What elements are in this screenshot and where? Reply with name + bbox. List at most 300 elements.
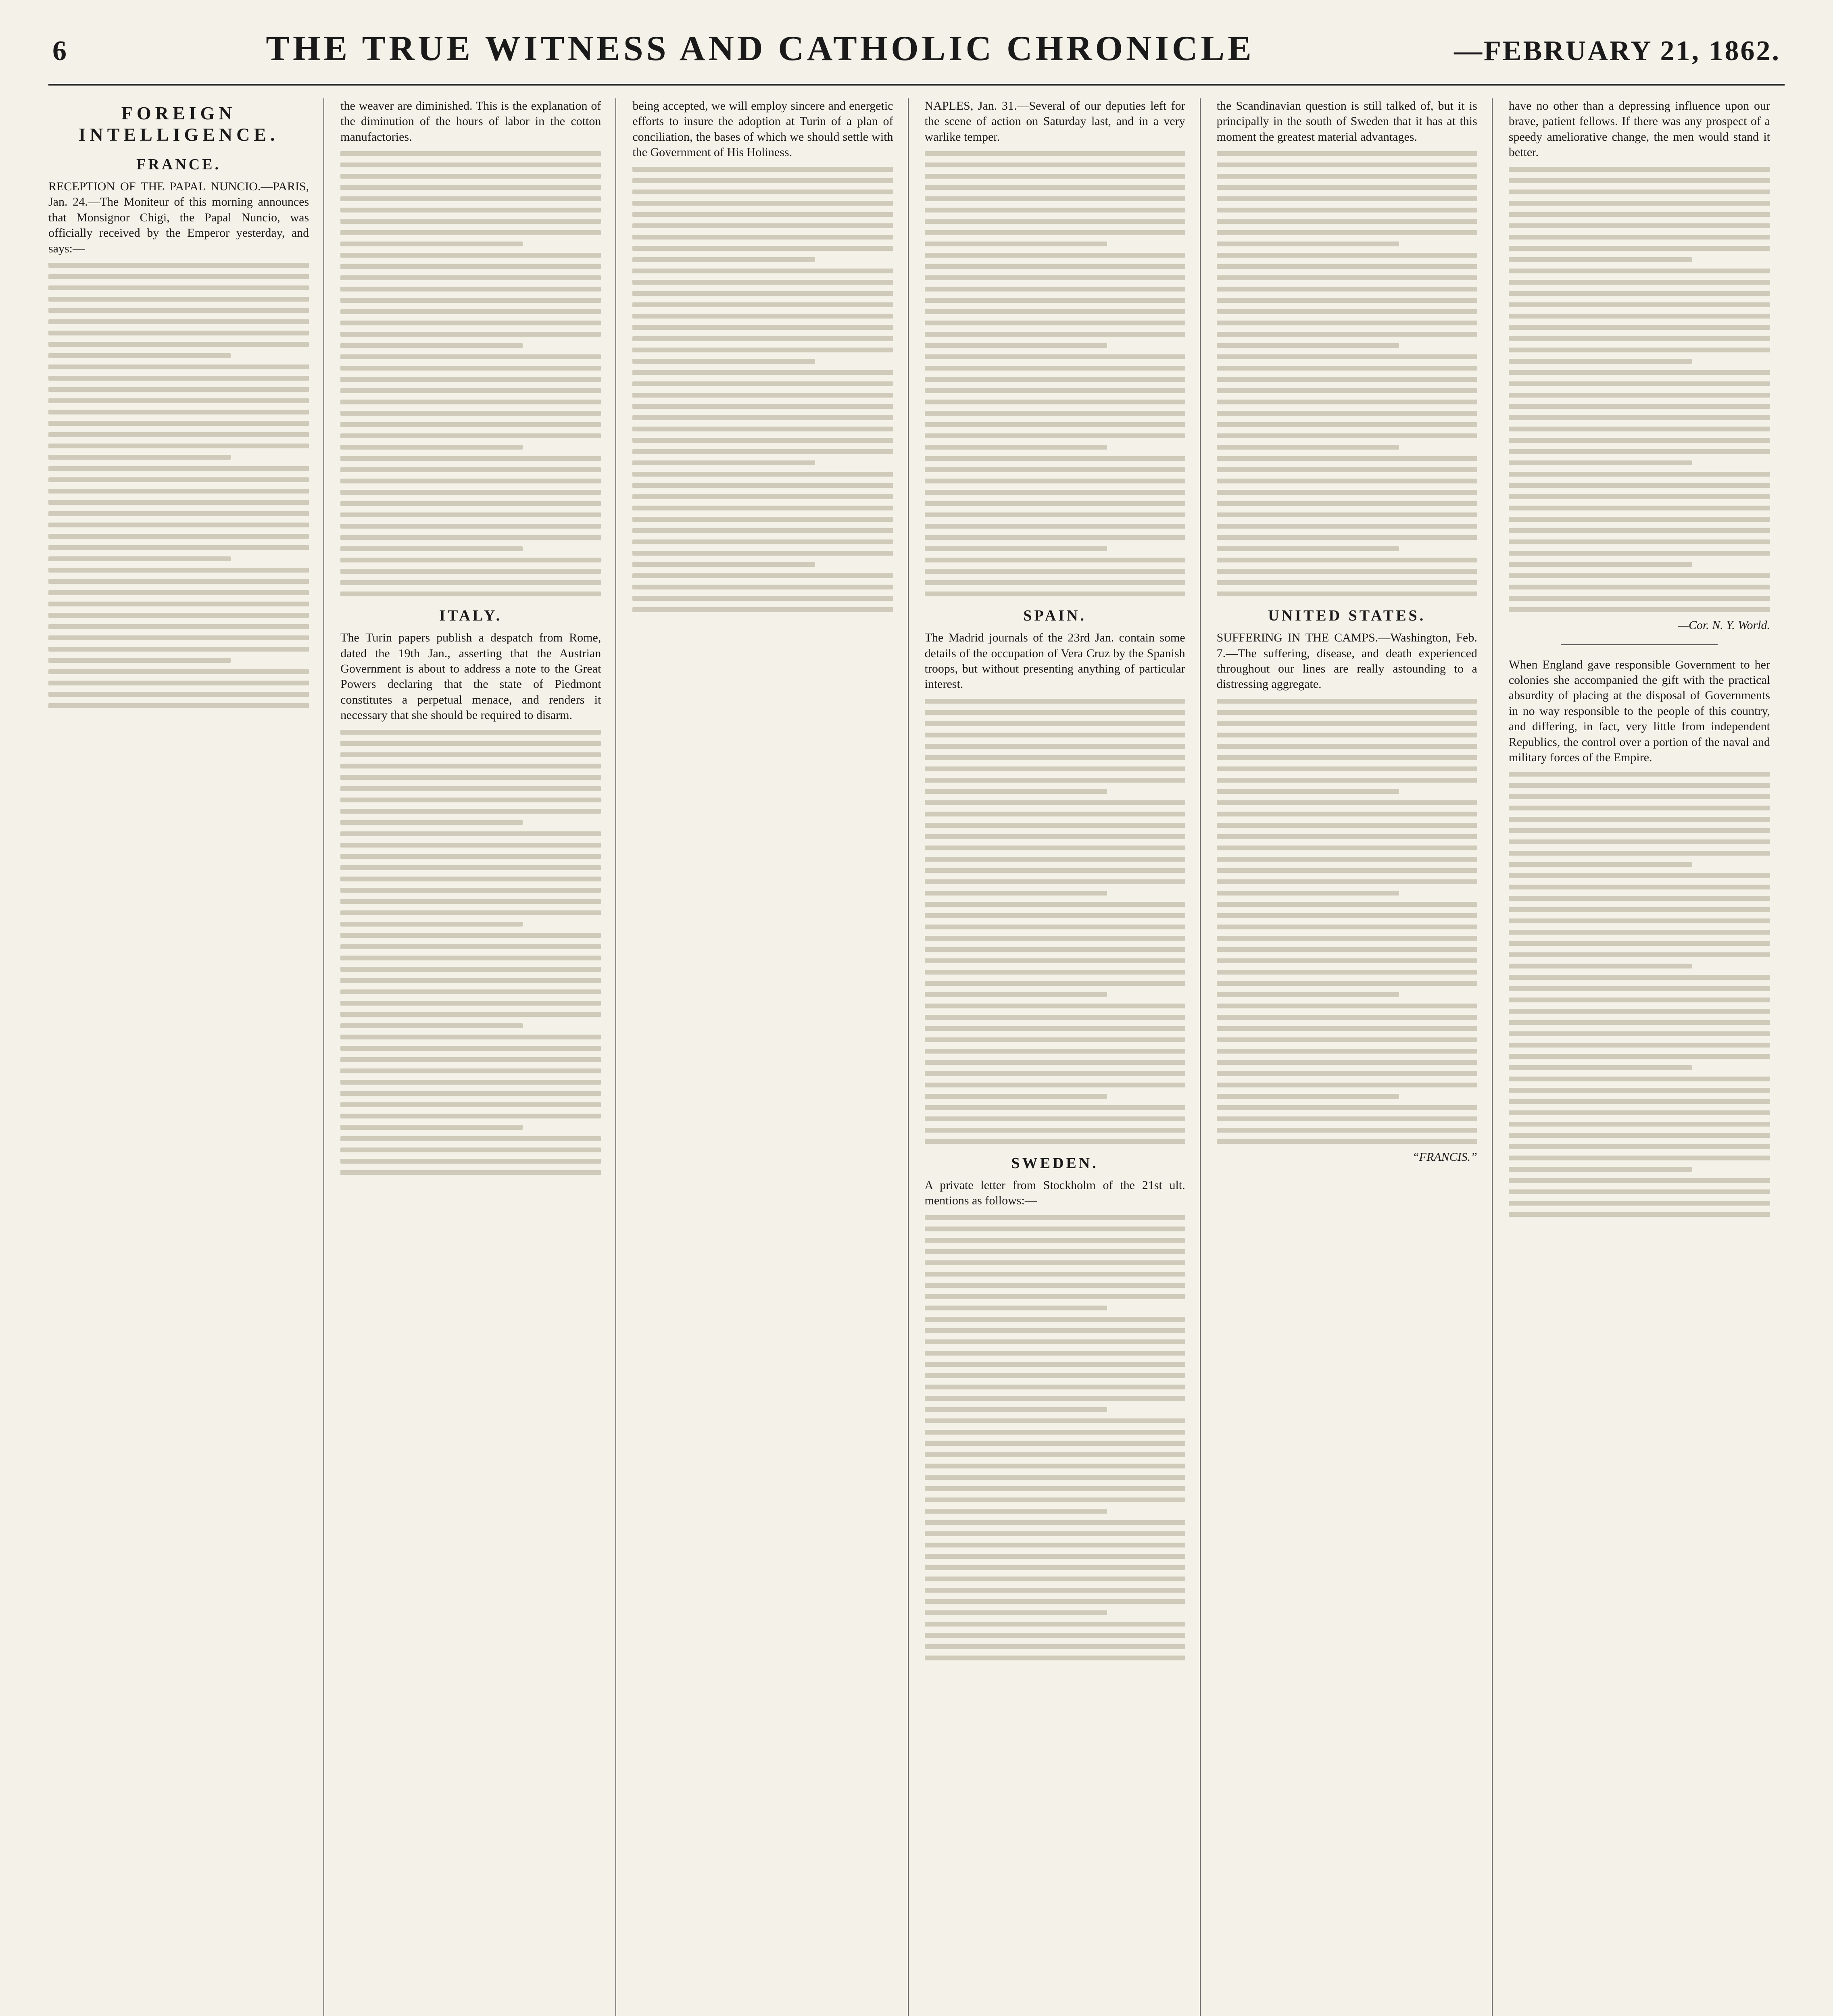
- text-line-placeholder: [632, 257, 815, 262]
- text-line-placeholder: [48, 477, 309, 482]
- text-line-placeholder: [632, 427, 893, 431]
- text-line-placeholder: [1217, 242, 1399, 246]
- text-line-placeholder: [1217, 411, 1477, 416]
- text-line-placeholder: [48, 308, 309, 313]
- text-line-placeholder: [632, 528, 893, 533]
- text-line-placeholder: [925, 857, 1185, 862]
- text-line-placeholder: [340, 922, 523, 927]
- column-6: [1509, 98, 1785, 2016]
- text-line-placeholder: [925, 196, 1185, 201]
- text-line-placeholder: [1509, 359, 1692, 364]
- text-line-placeholder: [340, 989, 601, 994]
- text-line-placeholder: [925, 1328, 1185, 1333]
- text-line-placeholder: [925, 1049, 1185, 1054]
- text-line-placeholder: [632, 336, 893, 341]
- text-line-placeholder: [925, 388, 1185, 393]
- text-line-placeholder: [48, 364, 309, 369]
- column-5: [1217, 98, 1493, 2016]
- text-line-placeholder: [1509, 178, 1770, 183]
- text-line-placeholder: [632, 223, 893, 228]
- article-opening: NAPLES, Jan. 31.—Several of our deputies left for the scene of action on Saturday last, and in a very warlike temper.: [924, 99, 1185, 144]
- text-line-placeholder: [48, 274, 309, 279]
- text-line-placeholder: [1217, 512, 1477, 517]
- text-line-placeholder: [48, 635, 309, 640]
- text-line-placeholder: [1509, 1133, 1770, 1138]
- text-line-placeholder: [1509, 1156, 1770, 1160]
- unreadable-text-block: [925, 1215, 1185, 1660]
- text-line-placeholder: [632, 235, 893, 240]
- text-line-placeholder: [1509, 291, 1770, 296]
- text-line-placeholder: [340, 910, 601, 915]
- text-line-placeholder: [925, 1139, 1185, 1144]
- text-line-placeholder: [1509, 381, 1770, 386]
- text-line-placeholder: [340, 1148, 601, 1152]
- text-line-placeholder: [340, 1023, 523, 1028]
- text-line-placeholder: [340, 1136, 601, 1141]
- text-line-placeholder: [925, 1407, 1107, 1412]
- text-line-placeholder: [340, 535, 601, 540]
- text-line-placeholder: [925, 151, 1185, 156]
- text-line-placeholder: [925, 264, 1185, 269]
- text-line-placeholder: [340, 1091, 601, 1096]
- text-line-placeholder: [1509, 1031, 1770, 1036]
- text-line-placeholder: [925, 456, 1185, 461]
- text-line-placeholder: [340, 764, 601, 768]
- text-line-placeholder: [925, 1283, 1185, 1288]
- text-line-placeholder: [1509, 314, 1770, 319]
- text-line-placeholder: [48, 331, 309, 335]
- text-line-placeholder: [925, 812, 1185, 816]
- text-line-placeholder: [1509, 952, 1770, 957]
- text-line-placeholder: [1217, 377, 1477, 382]
- text-line-placeholder: [1217, 490, 1477, 495]
- text-line-placeholder: [925, 710, 1185, 715]
- text-line-placeholder: [340, 151, 601, 156]
- text-line-placeholder: [925, 902, 1185, 907]
- text-line-placeholder: [1217, 219, 1477, 224]
- text-line-placeholder: [340, 162, 601, 167]
- text-line-placeholder: [340, 411, 601, 416]
- text-line-placeholder: [340, 275, 601, 280]
- text-line-placeholder: [48, 297, 309, 302]
- unreadable-text-block: [925, 699, 1185, 1144]
- text-line-placeholder: [1509, 806, 1770, 810]
- text-line-placeholder: [1217, 433, 1477, 438]
- text-line-placeholder: [340, 388, 601, 393]
- text-line-placeholder: [48, 523, 309, 527]
- text-line-placeholder: [925, 1475, 1185, 1480]
- text-line-placeholder: [925, 298, 1185, 303]
- text-line-placeholder: [925, 1351, 1185, 1356]
- text-line-placeholder: [340, 1068, 601, 1073]
- text-line-placeholder: [1509, 415, 1770, 420]
- text-line-placeholder: [1217, 925, 1477, 929]
- text-line-placeholder: [48, 579, 309, 584]
- text-line-placeholder: [340, 321, 601, 325]
- text-line-placeholder: [340, 877, 601, 881]
- text-line-placeholder: [340, 400, 601, 404]
- text-line-placeholder: [632, 460, 815, 465]
- text-line-placeholder: [1509, 1201, 1770, 1206]
- text-line-placeholder: [1217, 1083, 1477, 1087]
- text-line-placeholder: [340, 298, 601, 303]
- text-line-placeholder: [1217, 400, 1477, 404]
- text-line-placeholder: [48, 703, 309, 708]
- text-line-placeholder: [925, 823, 1185, 828]
- text-line-placeholder: [1509, 1020, 1770, 1025]
- text-line-placeholder: [1509, 528, 1770, 533]
- text-line-placeholder: [632, 348, 893, 352]
- text-line-placeholder: [925, 321, 1185, 325]
- article-attribution: —Cor. N. Y. World.: [1678, 618, 1770, 632]
- text-line-placeholder: [925, 1396, 1185, 1401]
- text-line-placeholder: [340, 580, 601, 585]
- subsection-heading-sweden: SWEDEN.: [1011, 1154, 1099, 1172]
- text-line-placeholder: [1509, 1122, 1770, 1127]
- text-line-placeholder: [1509, 1043, 1770, 1048]
- text-line-placeholder: [925, 936, 1185, 941]
- text-line-placeholder: [1217, 981, 1477, 986]
- text-line-placeholder: [1509, 257, 1692, 262]
- text-line-placeholder: [1509, 393, 1770, 398]
- masthead: [48, 24, 1785, 86]
- article-opening: The Turin papers publish a despatch from Rome, dated the 19th Jan., asserting that the Austrian Government is about to address a note to the Great Powers declaring that the state of Piedmont constitutes a perpetual menace, and renders it necessary that she should be required to disarm.: [340, 631, 601, 722]
- text-line-placeholder: [925, 400, 1185, 404]
- text-line-placeholder: [632, 483, 893, 488]
- text-line-placeholder: [1217, 789, 1399, 794]
- text-line-placeholder: [632, 438, 893, 443]
- text-line-placeholder: [1509, 460, 1692, 465]
- text-line-placeholder: [925, 744, 1185, 749]
- text-line-placeholder: [925, 1622, 1185, 1627]
- text-line-placeholder: [1217, 445, 1399, 450]
- text-line-placeholder: [925, 1373, 1185, 1378]
- section-heading: FOREIGN INTELLIGENCE.: [78, 103, 279, 145]
- article-opening: A private letter from Stockholm of the 21st ult. mentions as follows:—: [924, 1178, 1185, 1208]
- text-line-placeholder: [1509, 1178, 1770, 1183]
- text-line-placeholder: [925, 591, 1185, 596]
- text-line-placeholder: [632, 449, 893, 454]
- text-line-placeholder: [1509, 1144, 1770, 1149]
- text-line-placeholder: [1509, 1077, 1770, 1081]
- text-line-placeholder: [1217, 800, 1477, 805]
- text-line-placeholder: [340, 1057, 601, 1062]
- text-line-placeholder: [925, 1543, 1185, 1547]
- text-line-placeholder: [1217, 766, 1477, 771]
- text-line-placeholder: [340, 366, 601, 371]
- text-line-placeholder: [340, 854, 601, 859]
- text-line-placeholder: [340, 253, 601, 258]
- text-line-placeholder: [1217, 196, 1477, 201]
- text-line-placeholder: [632, 280, 893, 285]
- text-line-placeholder: [925, 377, 1185, 382]
- text-line-placeholder: [925, 789, 1107, 794]
- text-line-placeholder: [48, 489, 309, 494]
- text-line-placeholder: [48, 545, 309, 550]
- text-line-placeholder: [1509, 517, 1770, 522]
- text-line-placeholder: [340, 831, 601, 836]
- text-line-placeholder: [1217, 456, 1477, 461]
- text-line-placeholder: [340, 343, 523, 348]
- text-line-placeholder: [1509, 596, 1770, 601]
- text-line-placeholder: [48, 398, 309, 403]
- text-line-placeholder: [340, 433, 601, 438]
- text-line-placeholder: [632, 359, 815, 364]
- text-line-placeholder: [925, 479, 1185, 483]
- text-line-placeholder: [925, 354, 1185, 359]
- text-line-placeholder: [48, 681, 309, 685]
- text-line-placeholder: [1509, 348, 1770, 352]
- text-line-placeholder: [925, 174, 1185, 179]
- text-line-placeholder: [340, 185, 601, 190]
- text-line-placeholder: [925, 501, 1185, 506]
- text-line-placeholder: [925, 219, 1185, 224]
- text-line-placeholder: [1217, 710, 1477, 715]
- text-line-placeholder: [1509, 986, 1770, 991]
- unreadable-text-block: [632, 167, 893, 612]
- text-line-placeholder: [1509, 998, 1770, 1002]
- unreadable-text-block: [925, 151, 1185, 596]
- text-line-placeholder: [925, 287, 1185, 292]
- text-line-placeholder: [340, 354, 601, 359]
- text-line-placeholder: [1509, 607, 1770, 612]
- text-line-placeholder: [925, 512, 1185, 517]
- text-line-placeholder: [925, 1385, 1185, 1389]
- text-line-placeholder: [925, 445, 1107, 450]
- text-line-placeholder: [632, 370, 893, 375]
- article-opening: When England gave responsible Government to her colonies she accompanied the gift with the practical absurdity of placing at the disposal of Governments in no way responsible to the people of this country, and differing, in fact, very little from independent Republics, the control over a portion of the naval and military forces of the Empire.: [1508, 658, 1770, 764]
- text-line-placeholder: [1217, 1060, 1477, 1065]
- text-line-placeholder: [1217, 591, 1477, 596]
- text-line-placeholder: [632, 573, 893, 578]
- text-line-placeholder: [48, 658, 231, 663]
- text-line-placeholder: [1509, 190, 1770, 194]
- text-line-placeholder: [1217, 253, 1477, 258]
- text-line-placeholder: [632, 517, 893, 522]
- article-opening: the Scandinavian question is still talked of, but it is principally in the south of Sweden that it has at this moment the greatest material advantages.: [1216, 99, 1477, 144]
- text-line-placeholder: [632, 393, 893, 398]
- text-line-placeholder: [1217, 264, 1477, 269]
- text-line-placeholder: [925, 1227, 1185, 1231]
- text-line-placeholder: [340, 956, 601, 960]
- text-line-placeholder: [925, 879, 1185, 884]
- text-line-placeholder: [48, 602, 309, 606]
- text-line-placeholder: [340, 1102, 601, 1107]
- text-line-placeholder: [925, 366, 1185, 371]
- text-line-placeholder: [1217, 366, 1477, 371]
- text-line-placeholder: [1509, 370, 1770, 375]
- text-line-placeholder: [48, 353, 231, 358]
- text-line-placeholder: [925, 755, 1185, 760]
- text-line-placeholder: [1217, 321, 1477, 325]
- text-line-placeholder: [340, 230, 601, 235]
- text-line-placeholder: [48, 613, 309, 618]
- unreadable-text-block: [340, 730, 601, 1175]
- text-line-placeholder: [1217, 1116, 1477, 1121]
- text-line-placeholder: [925, 800, 1185, 805]
- text-line-placeholder: [1509, 817, 1770, 822]
- article-opening: being accepted, we will employ sincere and energetic efforts to insure the adoption at Turin of a plan of conciliation, the bases of which we should settle with the Government of His Holiness.: [632, 99, 893, 159]
- text-line-placeholder: [1509, 212, 1770, 217]
- text-line-placeholder: [925, 1610, 1107, 1615]
- text-line-placeholder: [340, 944, 601, 949]
- text-line-placeholder: [1217, 947, 1477, 952]
- text-line-placeholder: [925, 1565, 1185, 1570]
- text-line-placeholder: [1509, 325, 1770, 330]
- text-line-placeholder: [925, 1633, 1185, 1638]
- text-line-placeholder: [925, 1588, 1185, 1593]
- text-line-placeholder: [632, 325, 893, 330]
- text-line-placeholder: [1217, 778, 1477, 783]
- text-line-placeholder: [1217, 868, 1477, 873]
- text-line-placeholder: [48, 692, 309, 697]
- text-line-placeholder: [1217, 343, 1399, 348]
- text-line-placeholder: [340, 467, 601, 472]
- text-line-placeholder: [48, 455, 231, 460]
- text-line-placeholder: [48, 444, 309, 448]
- text-line-placeholder: [925, 185, 1185, 190]
- text-line-placeholder: [1217, 501, 1477, 506]
- text-line-placeholder: [1217, 174, 1477, 179]
- text-line-placeholder: [1217, 812, 1477, 816]
- text-line-placeholder: [1217, 230, 1477, 235]
- text-line-placeholder: [340, 888, 601, 893]
- subsection-heading-italy: ITALY.: [439, 607, 503, 625]
- text-line-placeholder: [1217, 721, 1477, 726]
- text-line-placeholder: [340, 445, 523, 450]
- text-line-placeholder: [1509, 941, 1770, 946]
- text-line-placeholder: [340, 558, 601, 562]
- text-line-placeholder: [925, 1083, 1185, 1087]
- text-line-placeholder: [632, 201, 893, 206]
- text-line-placeholder: [48, 342, 309, 347]
- text-line-placeholder: [925, 253, 1185, 258]
- text-line-placeholder: [1509, 828, 1770, 833]
- column-2: [340, 98, 616, 2016]
- text-line-placeholder: [925, 1644, 1185, 1649]
- text-line-placeholder: [1217, 936, 1477, 941]
- text-line-placeholder: [632, 167, 893, 172]
- text-line-placeholder: [1217, 1128, 1477, 1133]
- article-opening: SUFFERING IN THE CAMPS.—Washington, Feb. 7.—The suffering, disease, and death experienced throughout our lines are really astounding to a distressing aggregate.: [1216, 631, 1477, 691]
- text-line-placeholder: [925, 1249, 1185, 1254]
- column-4: [925, 98, 1201, 2016]
- text-line-placeholder: [925, 868, 1185, 873]
- text-line-placeholder: [1509, 1054, 1770, 1059]
- text-line-placeholder: [1217, 902, 1477, 907]
- text-line-placeholder: [48, 387, 309, 392]
- text-line-placeholder: [340, 242, 523, 246]
- text-line-placeholder: [1217, 332, 1477, 337]
- text-line-placeholder: [1217, 1071, 1477, 1076]
- text-line-placeholder: [340, 219, 601, 224]
- text-line-placeholder: [925, 1656, 1185, 1660]
- text-line-placeholder: [340, 933, 601, 938]
- text-line-placeholder: [925, 1464, 1185, 1468]
- text-line-placeholder: [1217, 535, 1477, 540]
- text-line-placeholder: [925, 546, 1107, 551]
- newspaper-title: THE TRUE WITNESS AND CATHOLIC CHRONICLE: [266, 29, 1255, 68]
- text-line-placeholder: [925, 846, 1185, 850]
- text-line-placeholder: [48, 432, 309, 437]
- text-line-placeholder: [1217, 388, 1477, 393]
- text-line-placeholder: [1217, 1015, 1477, 1020]
- text-line-placeholder: [925, 580, 1185, 585]
- text-line-placeholder: [48, 568, 309, 573]
- text-line-placeholder: [925, 1452, 1185, 1457]
- text-line-placeholder: [1217, 546, 1399, 551]
- text-line-placeholder: [1217, 580, 1477, 585]
- text-line-placeholder: [925, 1317, 1185, 1322]
- text-line-placeholder: [1509, 404, 1770, 409]
- text-line-placeholder: [632, 302, 893, 307]
- text-line-placeholder: [632, 585, 893, 589]
- text-line-placeholder: [340, 1035, 601, 1039]
- text-line-placeholder: [1509, 551, 1770, 556]
- text-line-placeholder: [925, 490, 1185, 495]
- text-line-placeholder: [340, 456, 601, 461]
- subsection-heading-united-states: UNITED STATES.: [1268, 607, 1426, 625]
- text-line-placeholder: [48, 511, 309, 516]
- text-line-placeholder: [48, 669, 309, 674]
- text-line-placeholder: [1509, 1099, 1770, 1104]
- text-line-placeholder: [632, 212, 893, 217]
- text-line-placeholder: [1217, 879, 1477, 884]
- text-line-placeholder: [1217, 309, 1477, 314]
- text-line-placeholder: [1509, 896, 1770, 901]
- text-line-placeholder: [925, 309, 1185, 314]
- article-opening: The Madrid journals of the 23rd Jan. contain some details of the occupation of Vera Cruz by the Spanish troops, but without presenting anything of particular interest.: [924, 631, 1185, 691]
- text-line-placeholder: [1509, 975, 1770, 980]
- text-line-placeholder: [632, 472, 893, 477]
- text-line-placeholder: [925, 1306, 1107, 1310]
- text-line-placeholder: [925, 721, 1185, 726]
- text-line-placeholder: [632, 415, 893, 420]
- text-line-placeholder: [1509, 539, 1770, 544]
- text-line-placeholder: [925, 981, 1185, 986]
- text-line-placeholder: [340, 1012, 601, 1017]
- text-line-placeholder: [925, 913, 1185, 918]
- text-line-placeholder: [925, 1026, 1185, 1031]
- text-line-placeholder: [925, 1260, 1185, 1265]
- article-opening: RECEPTION OF THE PAPAL NUNCIO.—PARIS, Jan. 24.—The Moniteur of this morning announces that Monsignor Chigi, the Papal Nuncio, was officially received by the Emperor yesterday, and says:—: [48, 180, 309, 255]
- text-line-placeholder: [1217, 558, 1477, 562]
- text-line-placeholder: [925, 992, 1107, 997]
- text-line-placeholder: [1217, 1049, 1477, 1054]
- text-line-placeholder: [48, 319, 309, 324]
- text-line-placeholder: [1509, 851, 1770, 856]
- text-line-placeholder: [1509, 585, 1770, 589]
- text-line-placeholder: [1509, 494, 1770, 499]
- text-line-placeholder: [925, 558, 1185, 562]
- text-line-placeholder: [1217, 275, 1477, 280]
- text-line-placeholder: [925, 343, 1107, 348]
- text-line-placeholder: [925, 1238, 1185, 1243]
- text-line-placeholder: [925, 411, 1185, 416]
- text-line-placeholder: [632, 539, 893, 544]
- text-line-placeholder: [1217, 1037, 1477, 1042]
- text-line-placeholder: [1217, 834, 1477, 839]
- text-line-placeholder: [1509, 235, 1770, 240]
- text-line-placeholder: [925, 1486, 1185, 1491]
- text-line-placeholder: [1217, 958, 1477, 963]
- text-line-placeholder: [632, 494, 893, 499]
- text-line-placeholder: [48, 647, 309, 652]
- text-line-placeholder: [925, 1116, 1185, 1121]
- text-line-placeholder: [925, 891, 1107, 896]
- text-line-placeholder: [1509, 472, 1770, 477]
- text-line-placeholder: [340, 820, 523, 825]
